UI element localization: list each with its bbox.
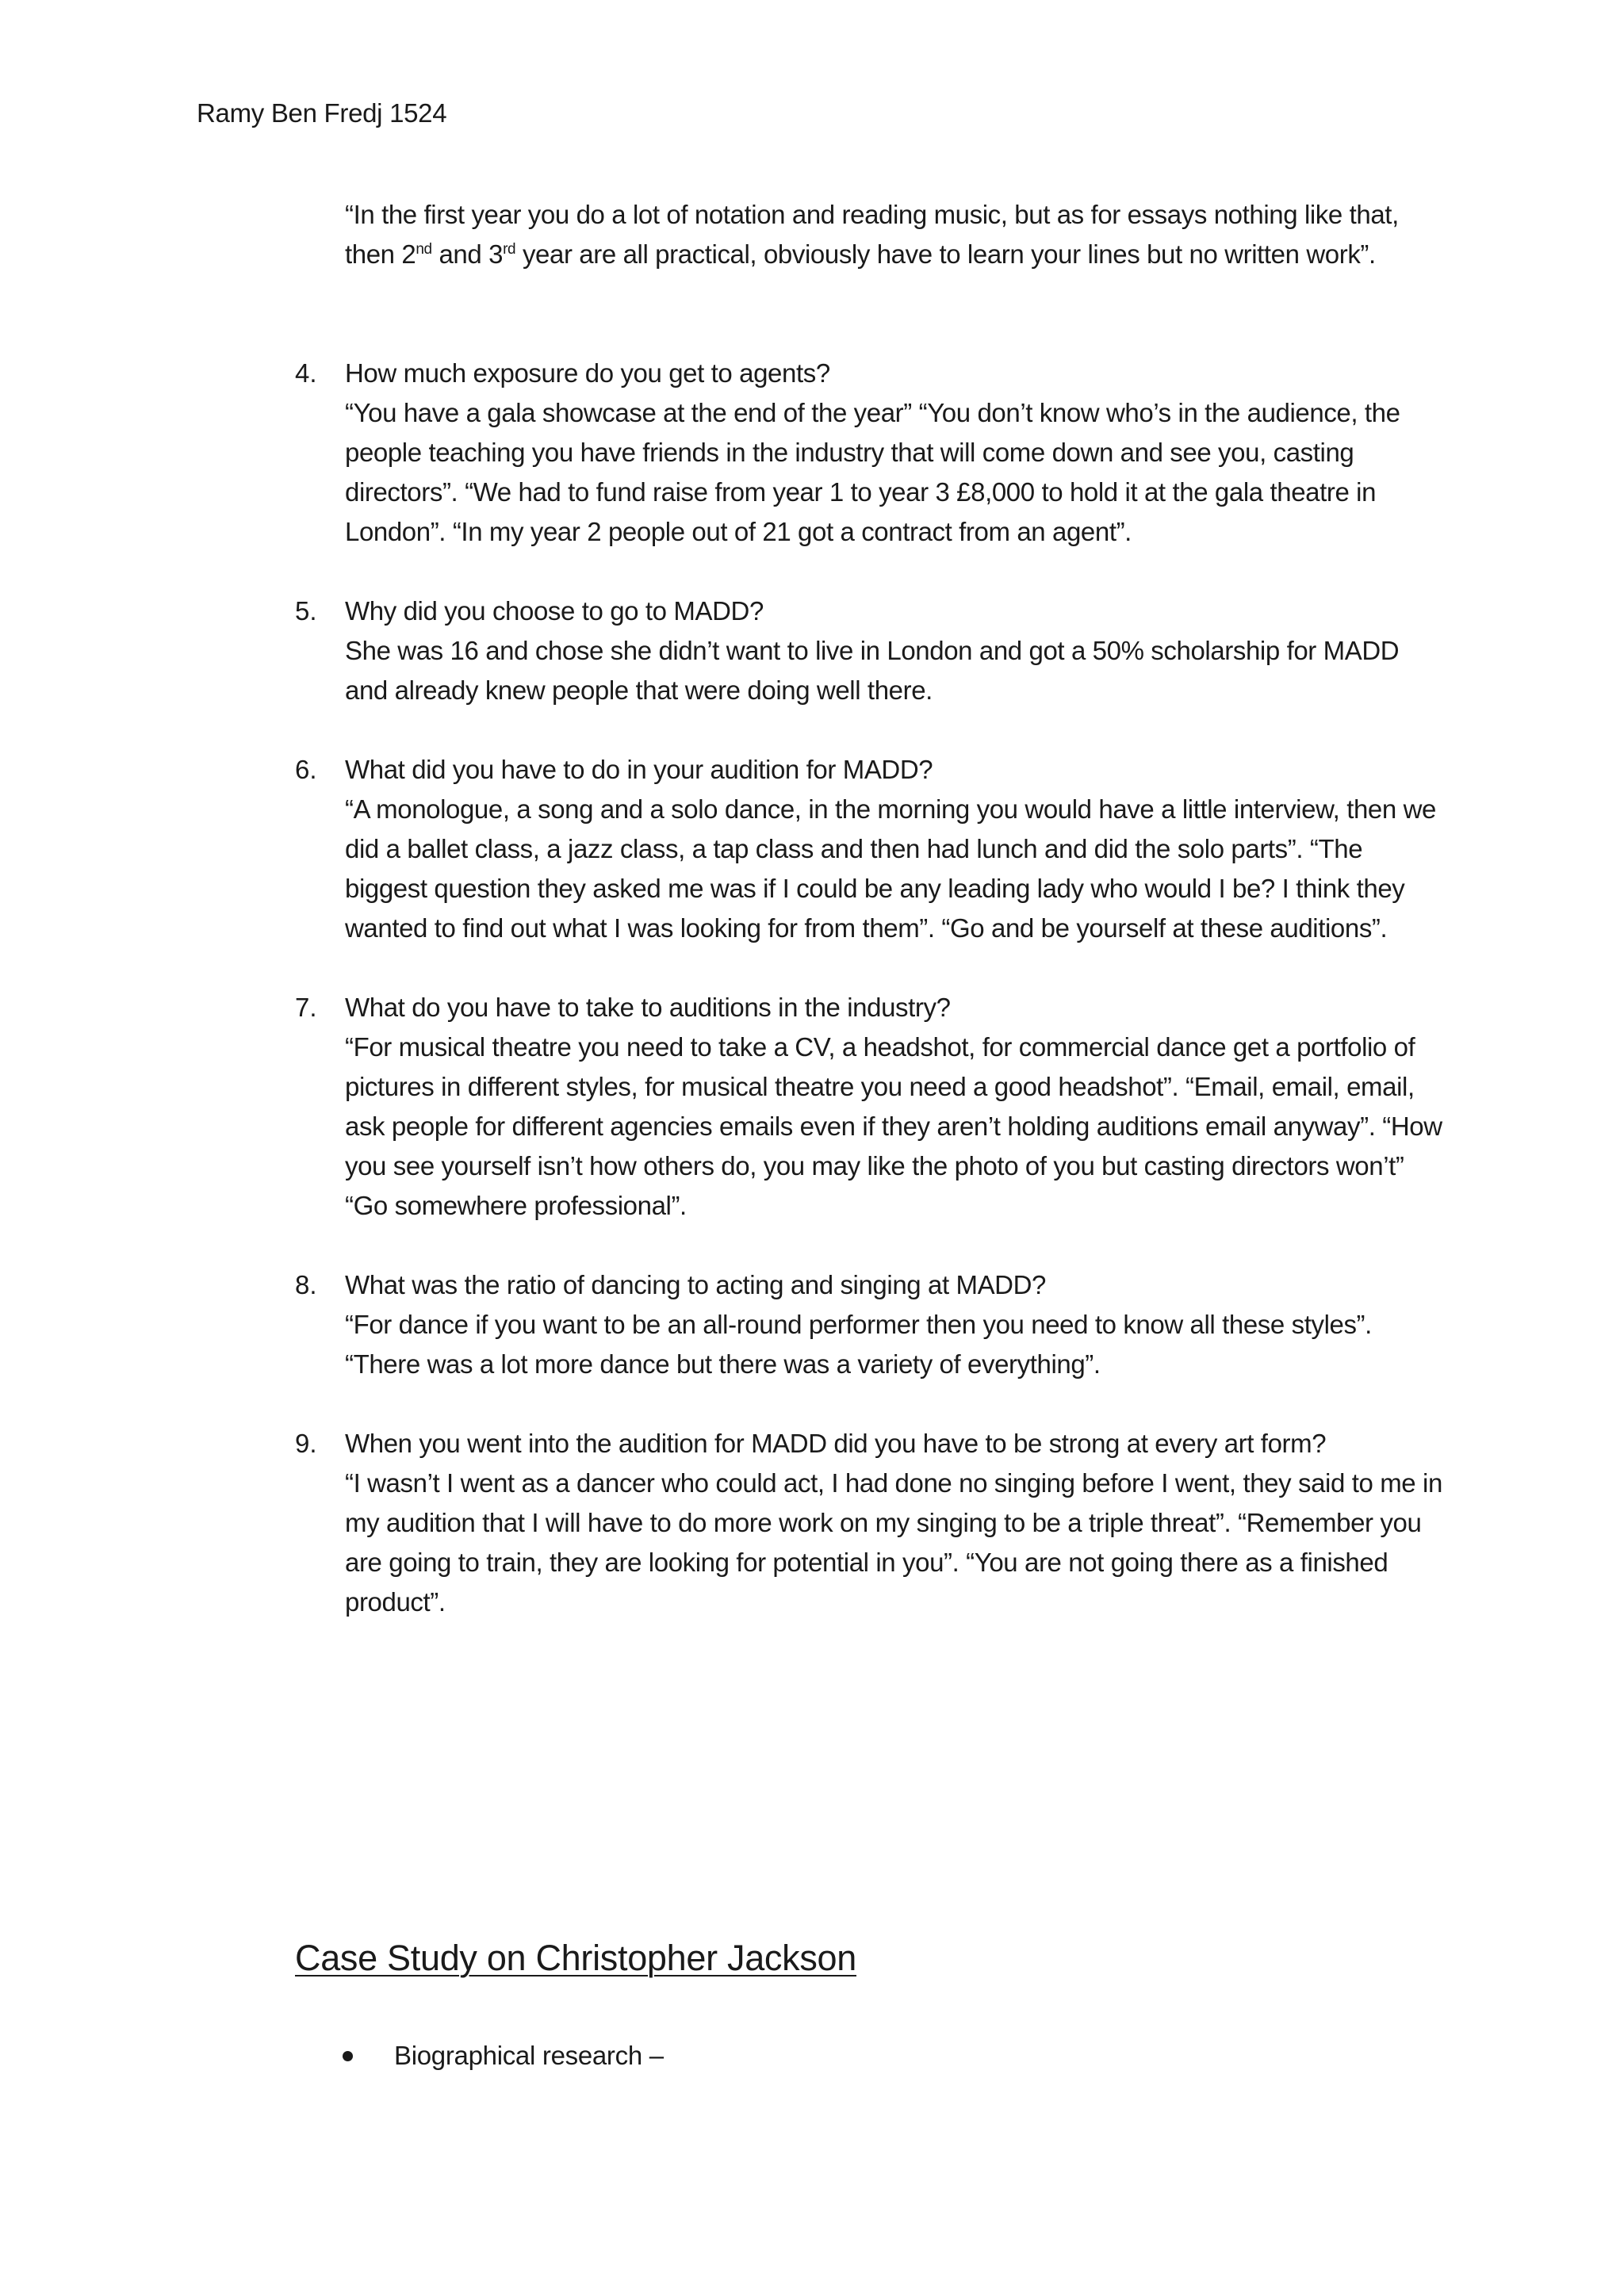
- answer-text: “A monologue, a song and a solo dance, in the morning you would have a little interview, then we did a ballet class, a jazz class, a tap class and then had lunch and did the solo parts”. “The biggest question they asked me was if I could be any leading lady who would I be? I think they wanted to find out what I was looking for from them”. “Go and be yourself at these auditions”.: [345, 794, 1436, 943]
- question-text: How much exposure do you get to agents?: [345, 358, 830, 388]
- question-body: [345, 591, 1447, 710]
- question-number: 9.: [295, 1429, 317, 1458]
- intro-quote-paragraph: [345, 195, 1447, 274]
- answer-text: “For dance if you want to be an all-round performer then you need to know all these styles”. “There was a lot more dance but there was a variety of everything”.: [345, 1310, 1372, 1379]
- interview-item-4: [0, 354, 1624, 552]
- question-number: 8.: [295, 1270, 317, 1299]
- interview-item-8: [0, 1265, 1624, 1384]
- question-text: What did you have to do in your audition for MADD?: [345, 755, 933, 784]
- intro-quote-text-1: “In the first year you do a lot of notation and reading music, but as for essays nothing like that, then 2: [345, 200, 1399, 269]
- intro-quote-superscript-rd: rd: [503, 241, 516, 258]
- bullet-item: [0, 2036, 1624, 2076]
- interview-item-6: [0, 750, 1624, 948]
- question-body: [345, 354, 1447, 552]
- question-number: 4.: [295, 358, 317, 388]
- interview-item-7: [0, 988, 1624, 1226]
- question-body: [345, 1265, 1447, 1384]
- question-body: [345, 988, 1447, 1226]
- answer-text: She was 16 and chose she didn’t want to live in London and got a 50% scholarship for MADD and already knew people that were doing well there.: [345, 636, 1400, 705]
- intro-quote-text-2: and 3: [431, 239, 504, 269]
- answer-text: “I wasn’t I went as a dancer who could act, I had done no singing before I went, they said to me in my audition that I will have to do more work on my singing to be a triple threat”. “Remember you are going to train, they are looking for potential in you”. “You are not going there as a finished product”.: [345, 1468, 1442, 1617]
- question-number: 6.: [295, 755, 317, 784]
- question-text: What was the ratio of dancing to acting and singing at MADD?: [345, 1270, 1046, 1299]
- interview-item-5: [0, 591, 1624, 710]
- question-body: [345, 750, 1447, 948]
- interview-question-list: [0, 354, 1624, 1662]
- question-body: [345, 1424, 1447, 1622]
- question-number: 7.: [295, 993, 317, 1022]
- bullet-dot-icon: [343, 2051, 353, 2061]
- interview-item-9: [0, 1424, 1624, 1622]
- question-text: What do you have to take to auditions in the industry?: [345, 993, 951, 1022]
- page-header-author: Ramy Ben Fredj 1524: [197, 98, 447, 128]
- case-study-bullet-list: [0, 2036, 1624, 2076]
- question-text: When you went into the audition for MADD did you have to be strong at every art form?: [345, 1429, 1327, 1458]
- question-text: Why did you choose to go to MADD?: [345, 596, 764, 626]
- intro-quote-superscript-nd: nd: [416, 241, 432, 258]
- question-number: 5.: [295, 596, 317, 626]
- case-study-heading: Case Study on Christopher Jackson: [295, 1938, 856, 1978]
- intro-quote-text-3: year are all practical, obviously have to learn your lines but no written work”.: [515, 239, 1376, 269]
- answer-text: “You have a gala showcase at the end of the year” “You don’t know who’s in the audience, the people teaching you have friends in the industry that will come down and see you, casting directors”. “We had to fund raise from year 1 to year 3 £8,000 to hold it at the gala theatre in London”. “In my year 2 people out of 21 got a contract from an agent”.: [345, 398, 1400, 546]
- answer-text: “For musical theatre you need to take a CV, a headshot, for commercial dance get a portfolio of pictures in different styles, for musical theatre you need a good headshot”. “Email, email, email, ask people for different agencies emails even if they aren’t holding auditions email anyway”. “How you see yourself isn’t how others do, you may like the photo of you but casting directors won’t” “Go somewhere professional”.: [345, 1032, 1442, 1220]
- bullet-text: Biographical research –: [394, 2041, 664, 2070]
